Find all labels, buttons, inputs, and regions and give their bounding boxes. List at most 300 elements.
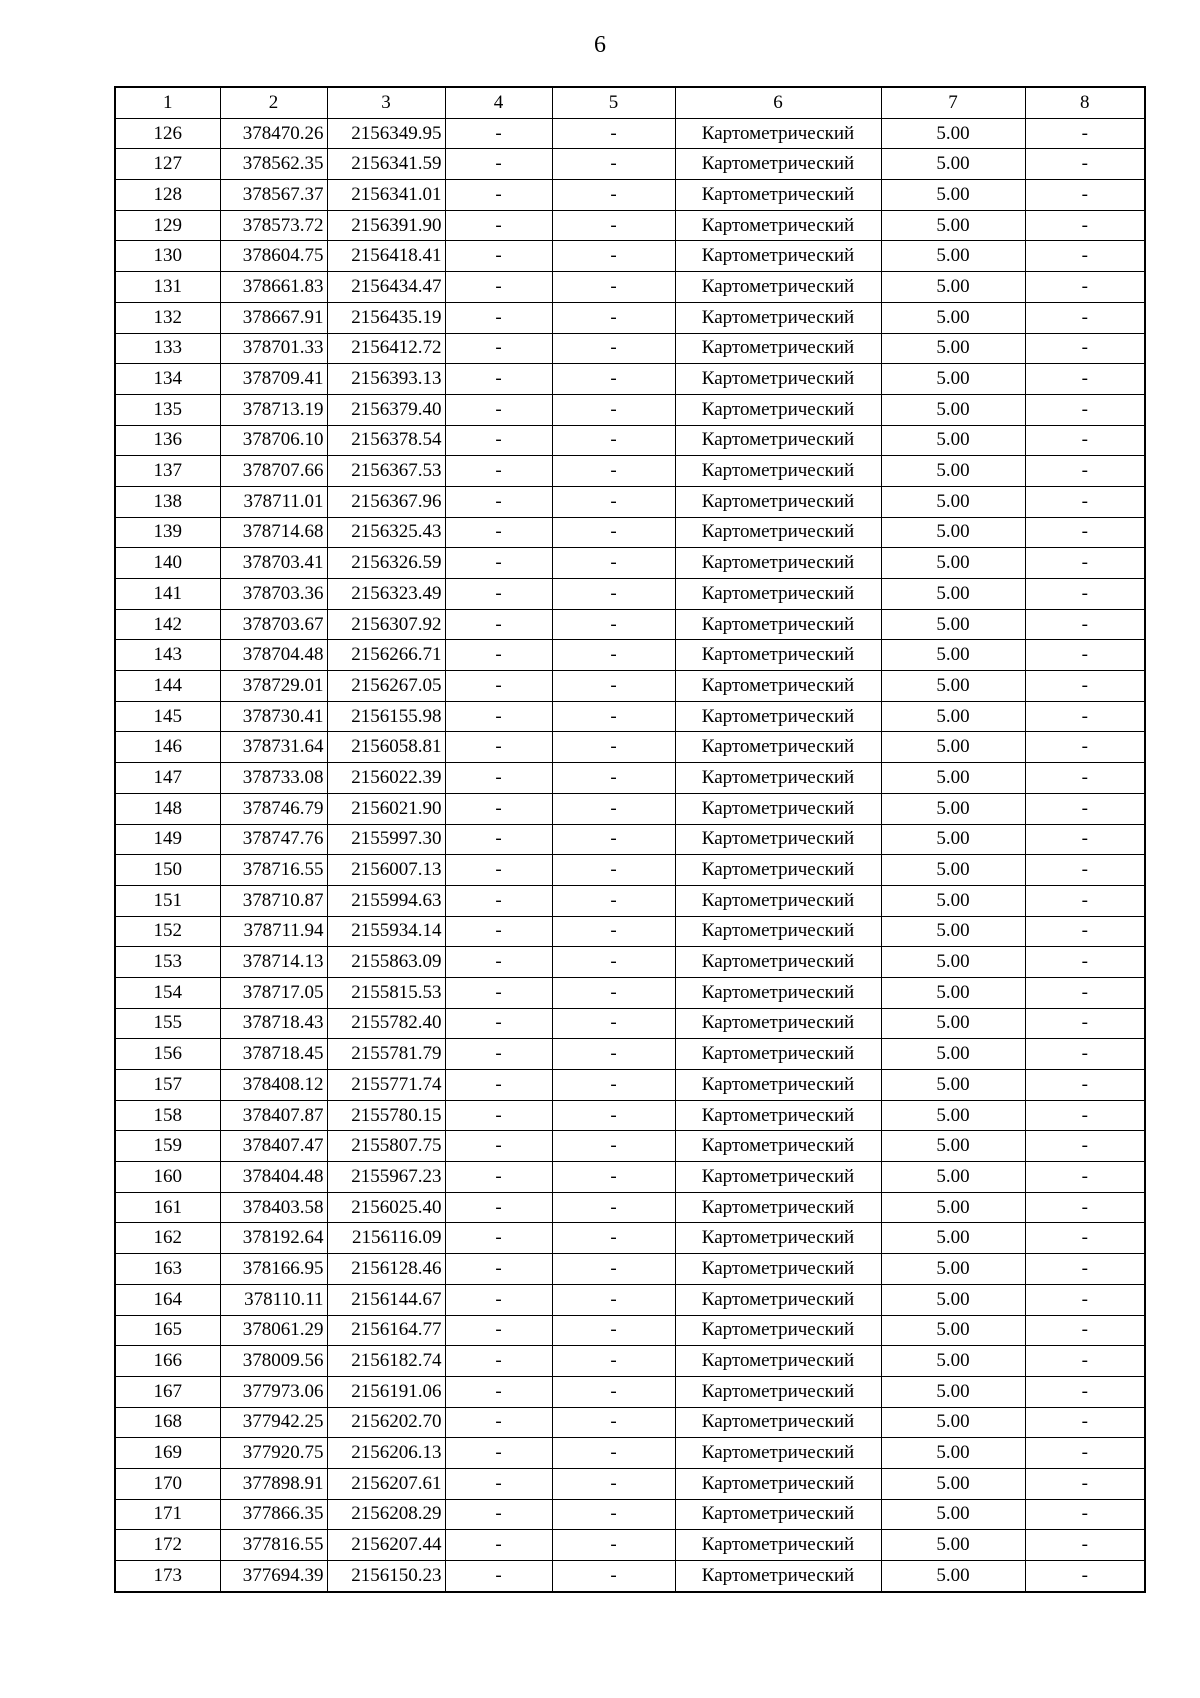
table-cell-col-4: -	[445, 579, 552, 610]
table-cell-col-1: 148	[115, 793, 220, 824]
table-cell-col-6: Картометрический	[675, 885, 881, 916]
table-cell-col-5: -	[552, 1039, 675, 1070]
table-cell-col-7: 5.00	[881, 824, 1025, 855]
table-cell-col-4: -	[445, 1070, 552, 1101]
table-cell-col-8: -	[1025, 1039, 1145, 1070]
table-row	[115, 149, 1145, 180]
table-cell-col-4: -	[445, 701, 552, 732]
table-cell-col-6: Картометрический	[675, 1162, 881, 1193]
table-cell-col-7: 5.00	[881, 149, 1025, 180]
table-cell-col-4: -	[445, 1162, 552, 1193]
table-cell-col-4: -	[445, 640, 552, 671]
table-cell-col-7: 5.00	[881, 1254, 1025, 1285]
table-cell-col-3: 2155967.23	[327, 1162, 445, 1193]
table-cell-col-1: 129	[115, 210, 220, 241]
table-cell-col-2: 377942.25	[220, 1407, 327, 1438]
table-cell-col-4: -	[445, 118, 552, 149]
table-body	[115, 118, 1145, 1592]
table-cell-col-3: 2156202.70	[327, 1407, 445, 1438]
table-cell-col-1: 165	[115, 1315, 220, 1346]
table-cell-col-8: -	[1025, 977, 1145, 1008]
table-cell-col-5: -	[552, 210, 675, 241]
table-cell-col-6: Картометрический	[675, 364, 881, 395]
table-cell-col-2: 378706.10	[220, 425, 327, 456]
table-cell-col-6: Картометрический	[675, 609, 881, 640]
table-cell-col-5: -	[552, 149, 675, 180]
table-row	[115, 916, 1145, 947]
table-cell-col-1: 141	[115, 579, 220, 610]
table-cell-col-8: -	[1025, 1468, 1145, 1499]
table-cell-col-1: 160	[115, 1162, 220, 1193]
table-cell-col-7: 5.00	[881, 272, 1025, 303]
table-cell-col-3: 2155994.63	[327, 885, 445, 916]
column-header-7: 7	[881, 87, 1025, 118]
column-header-6: 6	[675, 87, 881, 118]
table-cell-col-2: 378701.33	[220, 333, 327, 364]
table-row	[115, 1131, 1145, 1162]
table-cell-col-2: 378714.13	[220, 947, 327, 978]
table-cell-col-2: 378166.95	[220, 1254, 327, 1285]
table-cell-col-8: -	[1025, 210, 1145, 241]
table-row	[115, 855, 1145, 886]
table-cell-col-3: 2156341.01	[327, 180, 445, 211]
table-cell-col-5: -	[552, 364, 675, 395]
table-cell-col-5: -	[552, 977, 675, 1008]
table-row	[115, 640, 1145, 671]
table-cell-col-8: -	[1025, 793, 1145, 824]
table-cell-col-6: Картометрический	[675, 1070, 881, 1101]
table-cell-col-1: 126	[115, 118, 220, 149]
table-cell-col-5: -	[552, 1315, 675, 1346]
table-cell-col-3: 2156022.39	[327, 763, 445, 794]
table-cell-col-3: 2156367.96	[327, 486, 445, 517]
table-cell-col-3: 2156393.13	[327, 364, 445, 395]
table-cell-col-8: -	[1025, 1315, 1145, 1346]
table-cell-col-4: -	[445, 1008, 552, 1039]
table-row	[115, 1407, 1145, 1438]
table-cell-col-4: -	[445, 793, 552, 824]
table-cell-col-3: 2155782.40	[327, 1008, 445, 1039]
table-cell-col-2: 378711.94	[220, 916, 327, 947]
table-cell-col-7: 5.00	[881, 241, 1025, 272]
table-cell-col-7: 5.00	[881, 425, 1025, 456]
table-cell-col-6: Картометрический	[675, 1223, 881, 1254]
table-row	[115, 609, 1145, 640]
table-cell-col-3: 2156207.44	[327, 1530, 445, 1561]
table-cell-col-5: -	[552, 1223, 675, 1254]
table-cell-col-5: -	[552, 885, 675, 916]
table-cell-col-8: -	[1025, 1407, 1145, 1438]
table-cell-col-3: 2156367.53	[327, 456, 445, 487]
table-cell-col-7: 5.00	[881, 1070, 1025, 1101]
table-cell-col-7: 5.00	[881, 579, 1025, 610]
table-cell-col-2: 378733.08	[220, 763, 327, 794]
table-cell-col-7: 5.00	[881, 1100, 1025, 1131]
table-row	[115, 1223, 1145, 1254]
table-row	[115, 1162, 1145, 1193]
table-cell-col-5: -	[552, 793, 675, 824]
table-cell-col-6: Картометрический	[675, 1346, 881, 1377]
table-cell-col-6: Картометрический	[675, 947, 881, 978]
table-cell-col-3: 2155807.75	[327, 1131, 445, 1162]
table-cell-col-7: 5.00	[881, 302, 1025, 333]
table-cell-col-2: 378404.48	[220, 1162, 327, 1193]
table-row	[115, 425, 1145, 456]
table-cell-col-5: -	[552, 1284, 675, 1315]
table-cell-col-8: -	[1025, 885, 1145, 916]
table-cell-col-1: 161	[115, 1192, 220, 1223]
table-cell-col-2: 378604.75	[220, 241, 327, 272]
table-cell-col-7: 5.00	[881, 701, 1025, 732]
table-cell-col-2: 378061.29	[220, 1315, 327, 1346]
table-cell-col-8: -	[1025, 1284, 1145, 1315]
table-cell-col-3: 2156266.71	[327, 640, 445, 671]
table-cell-col-3: 2156307.92	[327, 609, 445, 640]
table-cell-col-1: 151	[115, 885, 220, 916]
table-cell-col-1: 158	[115, 1100, 220, 1131]
table-cell-col-5: -	[552, 732, 675, 763]
table-cell-col-6: Картометрический	[675, 1254, 881, 1285]
table-cell-col-1: 147	[115, 763, 220, 794]
table-cell-col-7: 5.00	[881, 548, 1025, 579]
table-cell-col-5: -	[552, 425, 675, 456]
table-row	[115, 241, 1145, 272]
table-cell-col-3: 2156207.61	[327, 1468, 445, 1499]
table-cell-col-3: 2156379.40	[327, 394, 445, 425]
table-cell-col-1: 133	[115, 333, 220, 364]
table-cell-col-5: -	[552, 579, 675, 610]
table-cell-col-1: 146	[115, 732, 220, 763]
table-cell-col-7: 5.00	[881, 855, 1025, 886]
table-cell-col-2: 378714.68	[220, 517, 327, 548]
table-cell-col-6: Картометрический	[675, 977, 881, 1008]
table-cell-col-6: Картометрический	[675, 1530, 881, 1561]
table-cell-col-4: -	[445, 425, 552, 456]
table-cell-col-2: 378703.41	[220, 548, 327, 579]
table-cell-col-5: -	[552, 763, 675, 794]
table-cell-col-4: -	[445, 1100, 552, 1131]
table-cell-col-6: Картометрический	[675, 793, 881, 824]
table-cell-col-1: 130	[115, 241, 220, 272]
table-cell-col-4: -	[445, 1530, 552, 1561]
table-cell-col-3: 2156208.29	[327, 1499, 445, 1530]
table-cell-col-4: -	[445, 456, 552, 487]
table-cell-col-8: -	[1025, 1192, 1145, 1223]
table-row	[115, 977, 1145, 1008]
table-cell-col-3: 2156144.67	[327, 1284, 445, 1315]
table-cell-col-1: 143	[115, 640, 220, 671]
table-cell-col-6: Картометрический	[675, 456, 881, 487]
table-cell-col-2: 378403.58	[220, 1192, 327, 1223]
table-cell-col-5: -	[552, 180, 675, 211]
table-row	[115, 118, 1145, 149]
table-cell-col-8: -	[1025, 855, 1145, 886]
table-cell-col-5: -	[552, 1468, 675, 1499]
table-cell-col-5: -	[552, 1438, 675, 1469]
table-cell-col-2: 378718.43	[220, 1008, 327, 1039]
table-cell-col-4: -	[445, 1499, 552, 1530]
table-cell-col-5: -	[552, 1254, 675, 1285]
table-cell-col-8: -	[1025, 456, 1145, 487]
table-cell-col-1: 136	[115, 425, 220, 456]
table-row	[115, 272, 1145, 303]
table-cell-col-1: 172	[115, 1530, 220, 1561]
table-cell-col-5: -	[552, 1407, 675, 1438]
table-cell-col-5: -	[552, 916, 675, 947]
table-cell-col-1: 149	[115, 824, 220, 855]
table-row	[115, 579, 1145, 610]
table-cell-col-1: 142	[115, 609, 220, 640]
table-cell-col-3: 2156182.74	[327, 1346, 445, 1377]
table-cell-col-3: 2156326.59	[327, 548, 445, 579]
table-cell-col-2: 378009.56	[220, 1346, 327, 1377]
table-cell-col-7: 5.00	[881, 609, 1025, 640]
table-row	[115, 1468, 1145, 1499]
table-cell-col-4: -	[445, 1192, 552, 1223]
table-cell-col-6: Картометрический	[675, 1468, 881, 1499]
table-cell-col-7: 5.00	[881, 1346, 1025, 1377]
table-cell-col-6: Картометрический	[675, 855, 881, 886]
table-cell-col-8: -	[1025, 916, 1145, 947]
table-cell-col-7: 5.00	[881, 793, 1025, 824]
table-row	[115, 486, 1145, 517]
table-cell-col-6: Картометрический	[675, 579, 881, 610]
table-row	[115, 1530, 1145, 1561]
table-cell-col-2: 378707.66	[220, 456, 327, 487]
table-cell-col-5: -	[552, 1162, 675, 1193]
table-cell-col-5: -	[552, 1070, 675, 1101]
table-cell-col-5: -	[552, 302, 675, 333]
table-cell-col-7: 5.00	[881, 1008, 1025, 1039]
table-cell-col-6: Картометрический	[675, 1438, 881, 1469]
table-cell-col-1: 127	[115, 149, 220, 180]
table-cell-col-8: -	[1025, 1376, 1145, 1407]
table-cell-col-3: 2156150.23	[327, 1561, 445, 1592]
table-row	[115, 1376, 1145, 1407]
table-cell-col-3: 2156391.90	[327, 210, 445, 241]
table-cell-col-2: 377694.39	[220, 1561, 327, 1592]
table-cell-col-2: 378567.37	[220, 180, 327, 211]
table-cell-col-4: -	[445, 609, 552, 640]
table-cell-col-5: -	[552, 701, 675, 732]
table-cell-col-3: 2156434.47	[327, 272, 445, 303]
table-cell-col-2: 378747.76	[220, 824, 327, 855]
table-cell-col-7: 5.00	[881, 1376, 1025, 1407]
table-cell-col-5: -	[552, 394, 675, 425]
table-cell-col-2: 378110.11	[220, 1284, 327, 1315]
table-cell-col-5: -	[552, 1346, 675, 1377]
table-cell-col-3: 2156128.46	[327, 1254, 445, 1285]
table-cell-col-3: 2155997.30	[327, 824, 445, 855]
table-cell-col-7: 5.00	[881, 1468, 1025, 1499]
table-cell-col-3: 2156191.06	[327, 1376, 445, 1407]
table-cell-col-7: 5.00	[881, 1438, 1025, 1469]
table-cell-col-1: 137	[115, 456, 220, 487]
table-cell-col-8: -	[1025, 425, 1145, 456]
table-cell-col-5: -	[552, 947, 675, 978]
table-cell-col-8: -	[1025, 1100, 1145, 1131]
table-cell-col-8: -	[1025, 671, 1145, 702]
table-cell-col-6: Картометрический	[675, 118, 881, 149]
table-row	[115, 824, 1145, 855]
column-header-3: 3	[327, 87, 445, 118]
table-row	[115, 1100, 1145, 1131]
table-cell-col-1: 154	[115, 977, 220, 1008]
table-cell-col-5: -	[552, 486, 675, 517]
table-cell-col-8: -	[1025, 548, 1145, 579]
table-cell-col-7: 5.00	[881, 517, 1025, 548]
table-cell-col-5: -	[552, 640, 675, 671]
table-cell-col-5: -	[552, 118, 675, 149]
table-row	[115, 1070, 1145, 1101]
table-cell-col-2: 378703.36	[220, 579, 327, 610]
table-cell-col-1: 163	[115, 1254, 220, 1285]
table-cell-col-5: -	[552, 824, 675, 855]
table-row	[115, 793, 1145, 824]
table-cell-col-4: -	[445, 947, 552, 978]
table-cell-col-3: 2156418.41	[327, 241, 445, 272]
table-cell-col-6: Картометрический	[675, 1039, 881, 1070]
table-cell-col-7: 5.00	[881, 486, 1025, 517]
table-cell-col-4: -	[445, 302, 552, 333]
table-cell-col-4: -	[445, 1254, 552, 1285]
table-row	[115, 302, 1145, 333]
table-cell-col-3: 2156164.77	[327, 1315, 445, 1346]
table-cell-col-4: -	[445, 364, 552, 395]
table-cell-col-6: Картометрический	[675, 1284, 881, 1315]
table-cell-col-4: -	[445, 1407, 552, 1438]
table-cell-col-7: 5.00	[881, 1530, 1025, 1561]
table-cell-col-2: 378730.41	[220, 701, 327, 732]
table-cell-col-1: 135	[115, 394, 220, 425]
table-cell-col-3: 2156155.98	[327, 701, 445, 732]
table-cell-col-1: 132	[115, 302, 220, 333]
table-row	[115, 1039, 1145, 1070]
table-cell-col-2: 378713.19	[220, 394, 327, 425]
table-cell-col-7: 5.00	[881, 118, 1025, 149]
table-cell-col-2: 378192.64	[220, 1223, 327, 1254]
column-header-5: 5	[552, 87, 675, 118]
table-cell-col-7: 5.00	[881, 1131, 1025, 1162]
table-cell-col-3: 2155863.09	[327, 947, 445, 978]
table-cell-col-4: -	[445, 1223, 552, 1254]
table-cell-col-2: 378716.55	[220, 855, 327, 886]
table-cell-col-8: -	[1025, 1162, 1145, 1193]
table-cell-col-4: -	[445, 1284, 552, 1315]
table-cell-col-4: -	[445, 210, 552, 241]
table-row	[115, 1499, 1145, 1530]
table-cell-col-6: Картометрический	[675, 824, 881, 855]
table-cell-col-5: -	[552, 241, 675, 272]
column-header-4: 4	[445, 87, 552, 118]
table-cell-col-6: Картометрический	[675, 1192, 881, 1223]
table-cell-col-3: 2156021.90	[327, 793, 445, 824]
table-cell-col-3: 2156435.19	[327, 302, 445, 333]
table-cell-col-3: 2156412.72	[327, 333, 445, 364]
table-cell-col-7: 5.00	[881, 916, 1025, 947]
table-cell-col-3: 2156378.54	[327, 425, 445, 456]
table-row	[115, 701, 1145, 732]
table-cell-col-8: -	[1025, 149, 1145, 180]
table-row	[115, 1284, 1145, 1315]
coordinates-table	[114, 86, 1146, 1593]
table-cell-col-8: -	[1025, 732, 1145, 763]
table-cell-col-2: 378710.87	[220, 885, 327, 916]
table-cell-col-4: -	[445, 1346, 552, 1377]
table-cell-col-1: 157	[115, 1070, 220, 1101]
table-cell-col-3: 2155771.74	[327, 1070, 445, 1101]
table-cell-col-8: -	[1025, 1438, 1145, 1469]
table-cell-col-2: 378661.83	[220, 272, 327, 303]
table-row	[115, 456, 1145, 487]
table-cell-col-1: 169	[115, 1438, 220, 1469]
table-cell-col-7: 5.00	[881, 763, 1025, 794]
table-cell-col-4: -	[445, 1438, 552, 1469]
table-cell-col-8: -	[1025, 241, 1145, 272]
table-cell-col-4: -	[445, 394, 552, 425]
table-cell-col-6: Картометрический	[675, 210, 881, 241]
table-cell-col-2: 378703.67	[220, 609, 327, 640]
table-cell-col-4: -	[445, 1131, 552, 1162]
table-cell-col-8: -	[1025, 118, 1145, 149]
table-row	[115, 1561, 1145, 1592]
table-cell-col-6: Картометрический	[675, 1499, 881, 1530]
table-cell-col-4: -	[445, 1039, 552, 1070]
table-cell-col-7: 5.00	[881, 947, 1025, 978]
table-cell-col-7: 5.00	[881, 640, 1025, 671]
table-cell-col-1: 164	[115, 1284, 220, 1315]
column-header-2: 2	[220, 87, 327, 118]
table-cell-col-6: Картометрический	[675, 763, 881, 794]
table-cell-col-1: 170	[115, 1468, 220, 1499]
table-cell-col-6: Картометрический	[675, 1100, 881, 1131]
table-cell-col-6: Картометрический	[675, 272, 881, 303]
table-cell-col-6: Картометрический	[675, 548, 881, 579]
table-cell-col-8: -	[1025, 763, 1145, 794]
table-cell-col-1: 159	[115, 1131, 220, 1162]
table-row	[115, 364, 1145, 395]
table-cell-col-3: 2156267.05	[327, 671, 445, 702]
table-cell-col-1: 162	[115, 1223, 220, 1254]
table-cell-col-4: -	[445, 885, 552, 916]
table-cell-col-5: -	[552, 1376, 675, 1407]
table-cell-col-1: 139	[115, 517, 220, 548]
table-cell-col-7: 5.00	[881, 671, 1025, 702]
table-cell-col-2: 377920.75	[220, 1438, 327, 1469]
table-cell-col-8: -	[1025, 486, 1145, 517]
table-row	[115, 1315, 1145, 1346]
table-cell-col-1: 156	[115, 1039, 220, 1070]
table-cell-col-3: 2156323.49	[327, 579, 445, 610]
table-cell-col-2: 378711.01	[220, 486, 327, 517]
table-cell-col-5: -	[552, 671, 675, 702]
table-cell-col-6: Картометрический	[675, 1407, 881, 1438]
table-cell-col-8: -	[1025, 517, 1145, 548]
table-cell-col-1: 166	[115, 1346, 220, 1377]
table-cell-col-8: -	[1025, 1008, 1145, 1039]
table-cell-col-1: 131	[115, 272, 220, 303]
table-cell-col-4: -	[445, 1315, 552, 1346]
table-cell-col-4: -	[445, 333, 552, 364]
table-cell-col-3: 2156325.43	[327, 517, 445, 548]
table-cell-col-2: 378717.05	[220, 977, 327, 1008]
table-cell-col-8: -	[1025, 824, 1145, 855]
table-row	[115, 548, 1145, 579]
table-cell-col-7: 5.00	[881, 1284, 1025, 1315]
table-cell-col-1: 134	[115, 364, 220, 395]
table-cell-col-1: 153	[115, 947, 220, 978]
table-cell-col-8: -	[1025, 1131, 1145, 1162]
